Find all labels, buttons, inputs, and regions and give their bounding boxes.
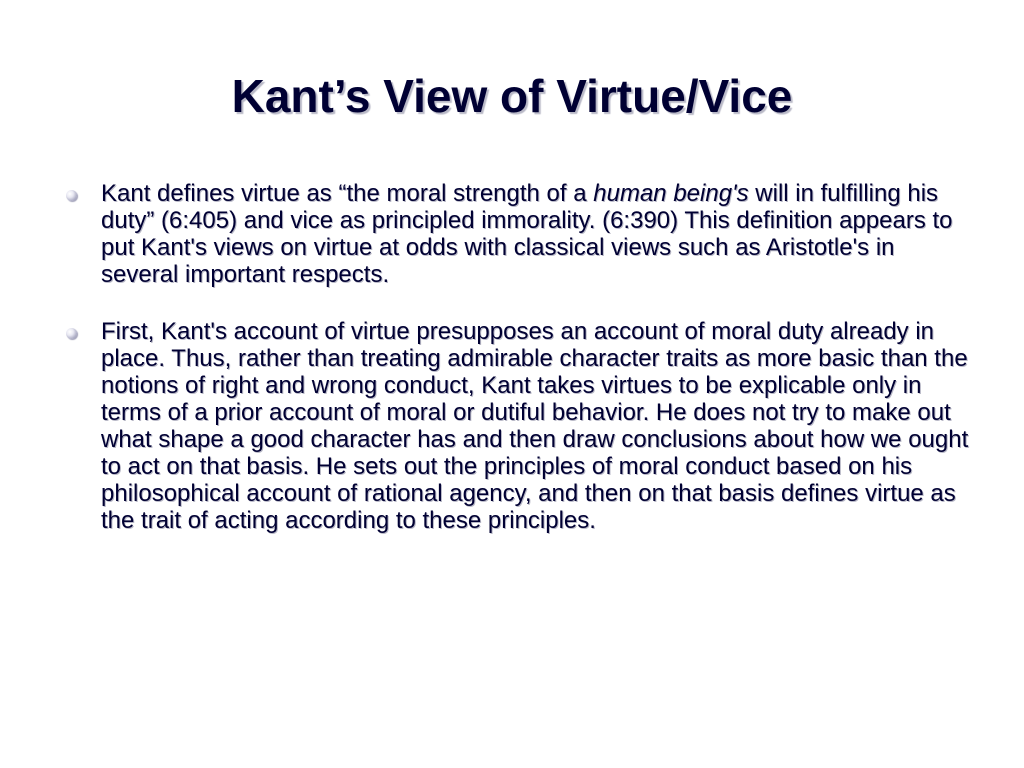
bullet-list [60, 180, 970, 564]
bullet-text-before: First, Kant's account of virtue presupposes an account of moral duty already in place. Thus, rather than treating admirable character traits as more basic than the notions of right and wrong conduct, Kant takes virtues to be explicable only in terms of a prior account of moral or dutiful behavior. He does not try to make out what shape a good character has and then draw conclusions about how we ought to act on that basis. He sets out the principles of moral conduct based on his philosophical account of rational agency, and then on that basis defines virtue as the trait of acting according to these principles. [101, 318, 969, 534]
bullet-text-before: Kant defines virtue as “the moral strength of a [101, 180, 594, 207]
bullet-text-italic: human being's [593, 180, 749, 207]
bullet-item [60, 180, 970, 288]
bullet-text-after: will in fulfilling his duty” (6:405) and vice as principled immorality. (6:390) This definition appears to put Kant's views on virtue at odds with classical views such as Aristotle's in several important respects. [101, 180, 953, 288]
bullet-dot-icon [66, 328, 77, 339]
bullet-dot-icon [66, 190, 77, 201]
slide-title: Kant’s View of Virtue/Vice [231, 70, 793, 122]
bullet-item [60, 318, 970, 534]
